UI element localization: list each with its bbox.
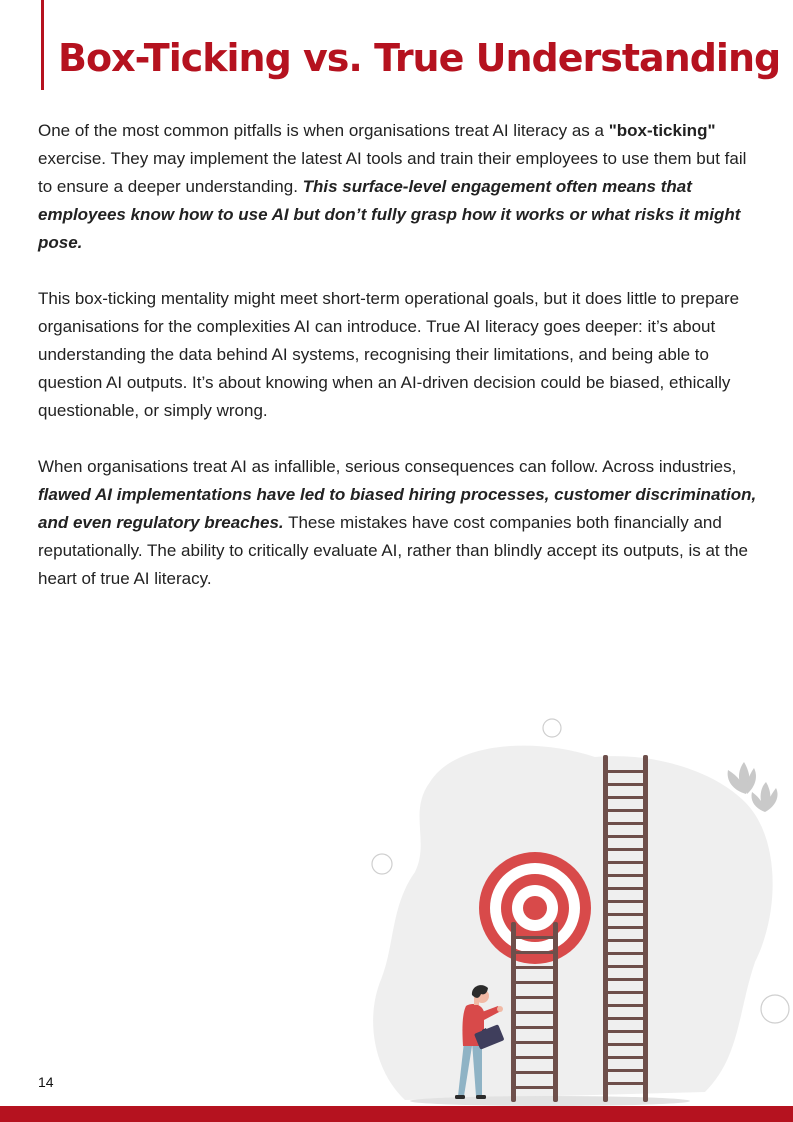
target-icon xyxy=(479,852,591,964)
paragraph-3-text-b: These mistakes have cost companies both financially and reputationally. The ability to critically evaluate AI, rather than blindly accept its outputs, is at the heart of true AI literacy. xyxy=(38,513,748,588)
page-number: 14 xyxy=(38,1074,54,1090)
body-text xyxy=(38,117,758,621)
circle-icon xyxy=(543,719,561,737)
paragraph-1-text-a: One of the most common pitfalls is when organisations treat AI literacy as a xyxy=(38,121,609,140)
paragraph-3 xyxy=(38,453,758,593)
paragraph-1-text-b: exercise. They may implement the latest AI tools and train their employees to use them but fail to ensure a deeper understanding. xyxy=(38,149,747,196)
circle-icon xyxy=(761,995,789,1023)
footer-accent-bar xyxy=(0,1106,793,1122)
paragraph-3-text-a: When organisations treat AI as infallible, serious consequences can follow. Across industries, xyxy=(38,457,737,476)
paragraph-1-emphasis: This surface-level engagement often means that employees know how to use AI but don’t fully grasp how it works or what risks it might pose. xyxy=(38,177,741,252)
title-accent-bar xyxy=(41,0,44,90)
circle-icon xyxy=(372,854,392,874)
paragraph-3-emphasis: flawed AI implementations have led to biased hiring processes, customer discrimination, and even regulatory breaches. xyxy=(38,485,757,532)
paragraph-1-bold: "box-ticking" xyxy=(608,121,716,140)
paragraph-1 xyxy=(38,117,758,257)
paragraph-2: This box-ticking mentality might meet short-term operational goals, but it does little to prepare organisations for the complexities AI can introduce. True AI literacy goes deeper: it’s about understanding the data behind AI systems, recognising their limitations, and being able to question AI outputs. It’s about knowing when an AI-driven decision could be biased, ethically questionable, or simply wrong. xyxy=(38,289,740,420)
page-title: Box-Ticking vs. True Understanding xyxy=(58,36,781,80)
ladders-target-illustration xyxy=(360,712,793,1106)
